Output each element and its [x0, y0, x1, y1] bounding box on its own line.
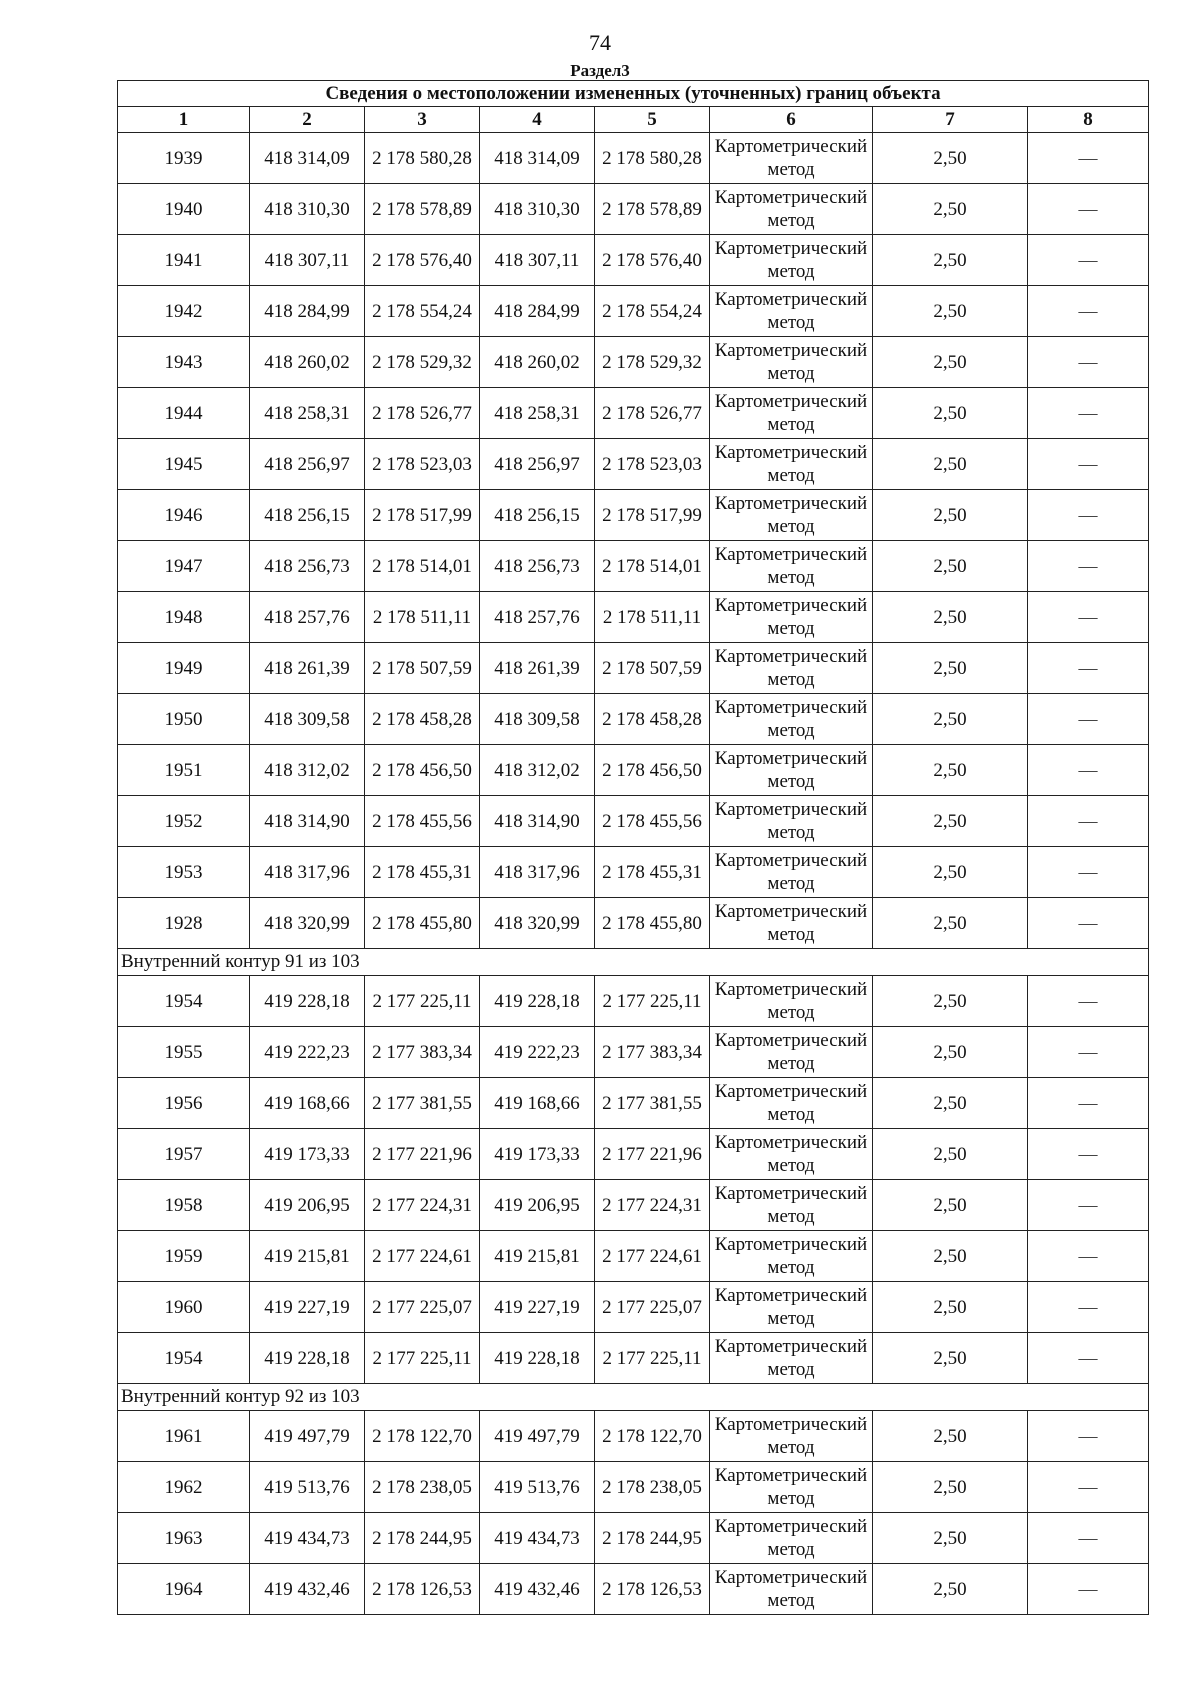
method-cell: Картометрический метод: [710, 694, 873, 745]
method-cell: Картометрический метод: [710, 1027, 873, 1078]
x-new-cell: 418 256,97: [480, 439, 595, 490]
table-row: [118, 184, 1149, 235]
description-cell: —: [1028, 1333, 1149, 1384]
x-old-cell: 418 261,39: [250, 643, 365, 694]
contour-label: Внутренний контур 92 из 103: [118, 1384, 1149, 1411]
x-new-cell: 418 317,96: [480, 847, 595, 898]
method-cell: Картометрический метод: [710, 1282, 873, 1333]
accuracy-cell: 2,50: [873, 643, 1028, 694]
description-cell: —: [1028, 976, 1149, 1027]
x-old-cell: 418 309,58: [250, 694, 365, 745]
table-row: [118, 1282, 1149, 1333]
point-number-cell: 1956: [118, 1078, 250, 1129]
x-new-cell: 419 173,33: [480, 1129, 595, 1180]
table-row: [118, 796, 1149, 847]
method-cell: Картометрический метод: [710, 1078, 873, 1129]
point-number-cell: 1946: [118, 490, 250, 541]
table-caption: Сведения о местоположении измененных (уточненных) границ объекта: [118, 81, 1149, 107]
point-number-cell: 1940: [118, 184, 250, 235]
method-cell: Картометрический метод: [710, 1231, 873, 1282]
point-number-cell: 1963: [118, 1513, 250, 1564]
x-old-cell: 419 434,73: [250, 1513, 365, 1564]
y-old-cell: 2 178 455,56: [365, 796, 480, 847]
y-new-cell: 2 178 507,59: [595, 643, 710, 694]
x-old-cell: 418 260,02: [250, 337, 365, 388]
x-old-cell: 419 513,76: [250, 1462, 365, 1513]
table-row: [118, 1231, 1149, 1282]
point-number-cell: 1957: [118, 1129, 250, 1180]
description-cell: —: [1028, 235, 1149, 286]
table-row: [118, 976, 1149, 1027]
point-number-cell: 1961: [118, 1411, 250, 1462]
y-old-cell: 2 178 554,24: [365, 286, 480, 337]
accuracy-cell: 2,50: [873, 976, 1028, 1027]
description-cell: —: [1028, 643, 1149, 694]
point-number-cell: 1962: [118, 1462, 250, 1513]
accuracy-cell: 2,50: [873, 1513, 1028, 1564]
x-old-cell: 418 320,99: [250, 898, 365, 949]
x-old-cell: 419 228,18: [250, 976, 365, 1027]
y-new-cell: 2 178 580,28: [595, 133, 710, 184]
description-cell: —: [1028, 1129, 1149, 1180]
x-old-cell: 418 312,02: [250, 745, 365, 796]
accuracy-cell: 2,50: [873, 898, 1028, 949]
description-cell: —: [1028, 337, 1149, 388]
point-number-cell: 1953: [118, 847, 250, 898]
method-cell: Картометрический метод: [710, 592, 873, 643]
description-cell: —: [1028, 694, 1149, 745]
x-new-cell: 419 434,73: [480, 1513, 595, 1564]
description-cell: —: [1028, 286, 1149, 337]
x-new-cell: 418 256,73: [480, 541, 595, 592]
column-number: 4: [480, 107, 595, 133]
x-new-cell: 419 215,81: [480, 1231, 595, 1282]
x-new-cell: 418 314,90: [480, 796, 595, 847]
y-new-cell: 2 177 225,11: [595, 1333, 710, 1384]
x-old-cell: 419 206,95: [250, 1180, 365, 1231]
method-cell: Картометрический метод: [710, 1564, 873, 1615]
accuracy-cell: 2,50: [873, 184, 1028, 235]
table-row: [118, 337, 1149, 388]
x-new-cell: 418 307,11: [480, 235, 595, 286]
x-old-cell: 418 310,30: [250, 184, 365, 235]
y-new-cell: 2 178 554,24: [595, 286, 710, 337]
column-number: 2: [250, 107, 365, 133]
point-number-cell: 1942: [118, 286, 250, 337]
x-new-cell: 418 312,02: [480, 745, 595, 796]
x-old-cell: 418 314,90: [250, 796, 365, 847]
point-number-cell: 1955: [118, 1027, 250, 1078]
point-number-cell: 1958: [118, 1180, 250, 1231]
contour-label-row: [118, 1384, 1149, 1411]
method-cell: Картометрический метод: [710, 490, 873, 541]
accuracy-cell: 2,50: [873, 1078, 1028, 1129]
contour-label: Внутренний контур 91 из 103: [118, 949, 1149, 976]
y-new-cell: 2 177 225,11: [595, 976, 710, 1027]
x-old-cell: 418 256,97: [250, 439, 365, 490]
column-number: 1: [118, 107, 250, 133]
y-new-cell: 2 178 511,11: [595, 592, 710, 643]
point-number-cell: 1952: [118, 796, 250, 847]
table-row: [118, 1027, 1149, 1078]
y-old-cell: 2 178 456,50: [365, 745, 480, 796]
y-new-cell: 2 177 224,31: [595, 1180, 710, 1231]
method-cell: Картометрический метод: [710, 1180, 873, 1231]
accuracy-cell: 2,50: [873, 541, 1028, 592]
y-old-cell: 2 177 381,55: [365, 1078, 480, 1129]
x-new-cell: 419 206,95: [480, 1180, 595, 1231]
table-row: [118, 1180, 1149, 1231]
description-cell: —: [1028, 1282, 1149, 1333]
table-row: [118, 592, 1149, 643]
column-number: 6: [710, 107, 873, 133]
y-old-cell: 2 178 458,28: [365, 694, 480, 745]
description-cell: —: [1028, 1411, 1149, 1462]
x-new-cell: 418 261,39: [480, 643, 595, 694]
boundary-coordinates-table: [117, 80, 1149, 1615]
section-title: Раздел3: [570, 61, 630, 80]
x-old-cell: 419 222,23: [250, 1027, 365, 1078]
y-new-cell: 2 178 244,95: [595, 1513, 710, 1564]
table-caption-row: [118, 81, 1149, 107]
y-old-cell: 2 178 578,89: [365, 184, 480, 235]
accuracy-cell: 2,50: [873, 1129, 1028, 1180]
y-old-cell: 2 178 511,11: [365, 592, 480, 643]
accuracy-cell: 2,50: [873, 847, 1028, 898]
accuracy-cell: 2,50: [873, 388, 1028, 439]
column-number: 8: [1028, 107, 1149, 133]
y-old-cell: 2 178 507,59: [365, 643, 480, 694]
point-number-cell: 1954: [118, 976, 250, 1027]
method-cell: Картометрический метод: [710, 235, 873, 286]
x-new-cell: 418 256,15: [480, 490, 595, 541]
point-number-cell: 1964: [118, 1564, 250, 1615]
table-row: [118, 1411, 1149, 1462]
x-old-cell: 418 256,15: [250, 490, 365, 541]
description-cell: —: [1028, 1078, 1149, 1129]
x-old-cell: 418 284,99: [250, 286, 365, 337]
table-row: [118, 847, 1149, 898]
y-new-cell: 2 178 455,56: [595, 796, 710, 847]
x-old-cell: 419 215,81: [250, 1231, 365, 1282]
accuracy-cell: 2,50: [873, 592, 1028, 643]
point-number-cell: 1944: [118, 388, 250, 439]
y-old-cell: 2 178 455,80: [365, 898, 480, 949]
point-number-cell: 1928: [118, 898, 250, 949]
method-cell: Картометрический метод: [710, 898, 873, 949]
x-new-cell: 418 284,99: [480, 286, 595, 337]
y-old-cell: 2 177 225,11: [365, 1333, 480, 1384]
y-old-cell: 2 178 576,40: [365, 235, 480, 286]
table-row: [118, 898, 1149, 949]
description-cell: —: [1028, 490, 1149, 541]
x-new-cell: 419 222,23: [480, 1027, 595, 1078]
method-cell: Картометрический метод: [710, 1462, 873, 1513]
description-cell: —: [1028, 847, 1149, 898]
y-new-cell: 2 177 225,07: [595, 1282, 710, 1333]
y-new-cell: 2 178 514,01: [595, 541, 710, 592]
table-row: [118, 1513, 1149, 1564]
x-old-cell: 419 168,66: [250, 1078, 365, 1129]
method-cell: Картометрический метод: [710, 439, 873, 490]
description-cell: —: [1028, 133, 1149, 184]
y-new-cell: 2 177 224,61: [595, 1231, 710, 1282]
y-old-cell: 2 177 224,61: [365, 1231, 480, 1282]
y-new-cell: 2 178 238,05: [595, 1462, 710, 1513]
y-old-cell: 2 177 224,31: [365, 1180, 480, 1231]
x-old-cell: 419 497,79: [250, 1411, 365, 1462]
x-new-cell: 419 432,46: [480, 1564, 595, 1615]
accuracy-cell: 2,50: [873, 235, 1028, 286]
table-row: [118, 235, 1149, 286]
point-number-cell: 1943: [118, 337, 250, 388]
method-cell: Картометрический метод: [710, 1513, 873, 1564]
point-number-cell: 1954: [118, 1333, 250, 1384]
accuracy-cell: 2,50: [873, 1462, 1028, 1513]
table-row: [118, 1078, 1149, 1129]
x-new-cell: 419 497,79: [480, 1411, 595, 1462]
description-cell: —: [1028, 1231, 1149, 1282]
x-new-cell: 419 513,76: [480, 1462, 595, 1513]
y-new-cell: 2 177 383,34: [595, 1027, 710, 1078]
y-old-cell: 2 178 517,99: [365, 490, 480, 541]
accuracy-cell: 2,50: [873, 286, 1028, 337]
x-new-cell: 418 310,30: [480, 184, 595, 235]
method-cell: Картометрический метод: [710, 337, 873, 388]
accuracy-cell: 2,50: [873, 745, 1028, 796]
x-old-cell: 418 317,96: [250, 847, 365, 898]
table-row: [118, 133, 1149, 184]
method-cell: Картометрический метод: [710, 976, 873, 1027]
point-number-cell: 1941: [118, 235, 250, 286]
x-new-cell: 419 168,66: [480, 1078, 595, 1129]
description-cell: —: [1028, 1027, 1149, 1078]
description-cell: —: [1028, 796, 1149, 847]
method-cell: Картометрический метод: [710, 745, 873, 796]
y-new-cell: 2 178 526,77: [595, 388, 710, 439]
column-number: 5: [595, 107, 710, 133]
y-new-cell: 2 178 122,70: [595, 1411, 710, 1462]
x-old-cell: 418 257,76: [250, 592, 365, 643]
method-cell: Картометрический метод: [710, 133, 873, 184]
y-old-cell: 2 178 580,28: [365, 133, 480, 184]
point-number-cell: 1959: [118, 1231, 250, 1282]
table-row: [118, 1129, 1149, 1180]
method-cell: Картометрический метод: [710, 796, 873, 847]
accuracy-cell: 2,50: [873, 1180, 1028, 1231]
accuracy-cell: 2,50: [873, 439, 1028, 490]
table-row: [118, 490, 1149, 541]
accuracy-cell: 2,50: [873, 694, 1028, 745]
y-old-cell: 2 178 244,95: [365, 1513, 480, 1564]
column-number: 7: [873, 107, 1028, 133]
method-cell: Картометрический метод: [710, 184, 873, 235]
y-old-cell: 2 178 514,01: [365, 541, 480, 592]
y-new-cell: 2 178 576,40: [595, 235, 710, 286]
x-old-cell: 418 314,09: [250, 133, 365, 184]
table-row: [118, 1564, 1149, 1615]
y-new-cell: 2 178 458,28: [595, 694, 710, 745]
accuracy-cell: 2,50: [873, 1282, 1028, 1333]
x-old-cell: 419 173,33: [250, 1129, 365, 1180]
method-cell: Картометрический метод: [710, 541, 873, 592]
y-new-cell: 2 178 455,80: [595, 898, 710, 949]
y-new-cell: 2 178 455,31: [595, 847, 710, 898]
page-number: 74: [589, 30, 611, 55]
x-new-cell: 419 228,18: [480, 976, 595, 1027]
x-new-cell: 418 320,99: [480, 898, 595, 949]
method-cell: Картометрический метод: [710, 1411, 873, 1462]
y-old-cell: 2 178 523,03: [365, 439, 480, 490]
accuracy-cell: 2,50: [873, 490, 1028, 541]
description-cell: —: [1028, 388, 1149, 439]
description-cell: —: [1028, 184, 1149, 235]
y-new-cell: 2 177 381,55: [595, 1078, 710, 1129]
table-row: [118, 745, 1149, 796]
method-cell: Картометрический метод: [710, 286, 873, 337]
accuracy-cell: 2,50: [873, 337, 1028, 388]
contour-label-row: [118, 949, 1149, 976]
description-cell: —: [1028, 541, 1149, 592]
x-old-cell: 419 432,46: [250, 1564, 365, 1615]
point-number-cell: 1945: [118, 439, 250, 490]
y-new-cell: 2 178 523,03: [595, 439, 710, 490]
point-number-cell: 1939: [118, 133, 250, 184]
y-old-cell: 2 178 122,70: [365, 1411, 480, 1462]
description-cell: —: [1028, 439, 1149, 490]
y-old-cell: 2 178 526,77: [365, 388, 480, 439]
y-old-cell: 2 177 383,34: [365, 1027, 480, 1078]
description-cell: —: [1028, 1513, 1149, 1564]
y-new-cell: 2 178 126,53: [595, 1564, 710, 1615]
table-row: [118, 439, 1149, 490]
accuracy-cell: 2,50: [873, 1027, 1028, 1078]
x-new-cell: 418 257,76: [480, 592, 595, 643]
x-new-cell: 418 258,31: [480, 388, 595, 439]
accuracy-cell: 2,50: [873, 133, 1028, 184]
x-old-cell: 419 228,18: [250, 1333, 365, 1384]
method-cell: Картометрический метод: [710, 643, 873, 694]
y-old-cell: 2 177 225,07: [365, 1282, 480, 1333]
x-old-cell: 419 227,19: [250, 1282, 365, 1333]
accuracy-cell: 2,50: [873, 1411, 1028, 1462]
description-cell: —: [1028, 745, 1149, 796]
method-cell: Картометрический метод: [710, 1129, 873, 1180]
accuracy-cell: 2,50: [873, 1564, 1028, 1615]
y-old-cell: 2 178 238,05: [365, 1462, 480, 1513]
table-row: [118, 541, 1149, 592]
y-new-cell: 2 178 517,99: [595, 490, 710, 541]
accuracy-cell: 2,50: [873, 1333, 1028, 1384]
point-number-cell: 1960: [118, 1282, 250, 1333]
x-new-cell: 418 309,58: [480, 694, 595, 745]
y-old-cell: 2 178 126,53: [365, 1564, 480, 1615]
method-cell: Картометрический метод: [710, 388, 873, 439]
point-number-cell: 1948: [118, 592, 250, 643]
point-number-cell: 1947: [118, 541, 250, 592]
method-cell: Картометрический метод: [710, 847, 873, 898]
description-cell: —: [1028, 592, 1149, 643]
y-old-cell: 2 178 455,31: [365, 847, 480, 898]
point-number-cell: 1950: [118, 694, 250, 745]
description-cell: —: [1028, 898, 1149, 949]
y-new-cell: 2 178 529,32: [595, 337, 710, 388]
x-new-cell: 419 228,18: [480, 1333, 595, 1384]
point-number-cell: 1949: [118, 643, 250, 694]
table-row: [118, 286, 1149, 337]
accuracy-cell: 2,50: [873, 1231, 1028, 1282]
x-old-cell: 418 307,11: [250, 235, 365, 286]
x-new-cell: 418 314,09: [480, 133, 595, 184]
x-old-cell: 418 258,31: [250, 388, 365, 439]
table-row: [118, 1462, 1149, 1513]
column-number: 3: [365, 107, 480, 133]
y-old-cell: 2 177 225,11: [365, 976, 480, 1027]
x-new-cell: 419 227,19: [480, 1282, 595, 1333]
y-new-cell: 2 178 578,89: [595, 184, 710, 235]
y-new-cell: 2 177 221,96: [595, 1129, 710, 1180]
table-row: [118, 388, 1149, 439]
method-cell: Картометрический метод: [710, 1333, 873, 1384]
x-old-cell: 418 256,73: [250, 541, 365, 592]
x-new-cell: 418 260,02: [480, 337, 595, 388]
table-row: [118, 694, 1149, 745]
y-new-cell: 2 178 456,50: [595, 745, 710, 796]
description-cell: —: [1028, 1564, 1149, 1615]
y-old-cell: 2 177 221,96: [365, 1129, 480, 1180]
table-row: [118, 643, 1149, 694]
table-row: [118, 1333, 1149, 1384]
description-cell: —: [1028, 1180, 1149, 1231]
accuracy-cell: 2,50: [873, 796, 1028, 847]
description-cell: —: [1028, 1462, 1149, 1513]
column-numbers-row: [118, 107, 1149, 133]
point-number-cell: 1951: [118, 745, 250, 796]
y-old-cell: 2 178 529,32: [365, 337, 480, 388]
